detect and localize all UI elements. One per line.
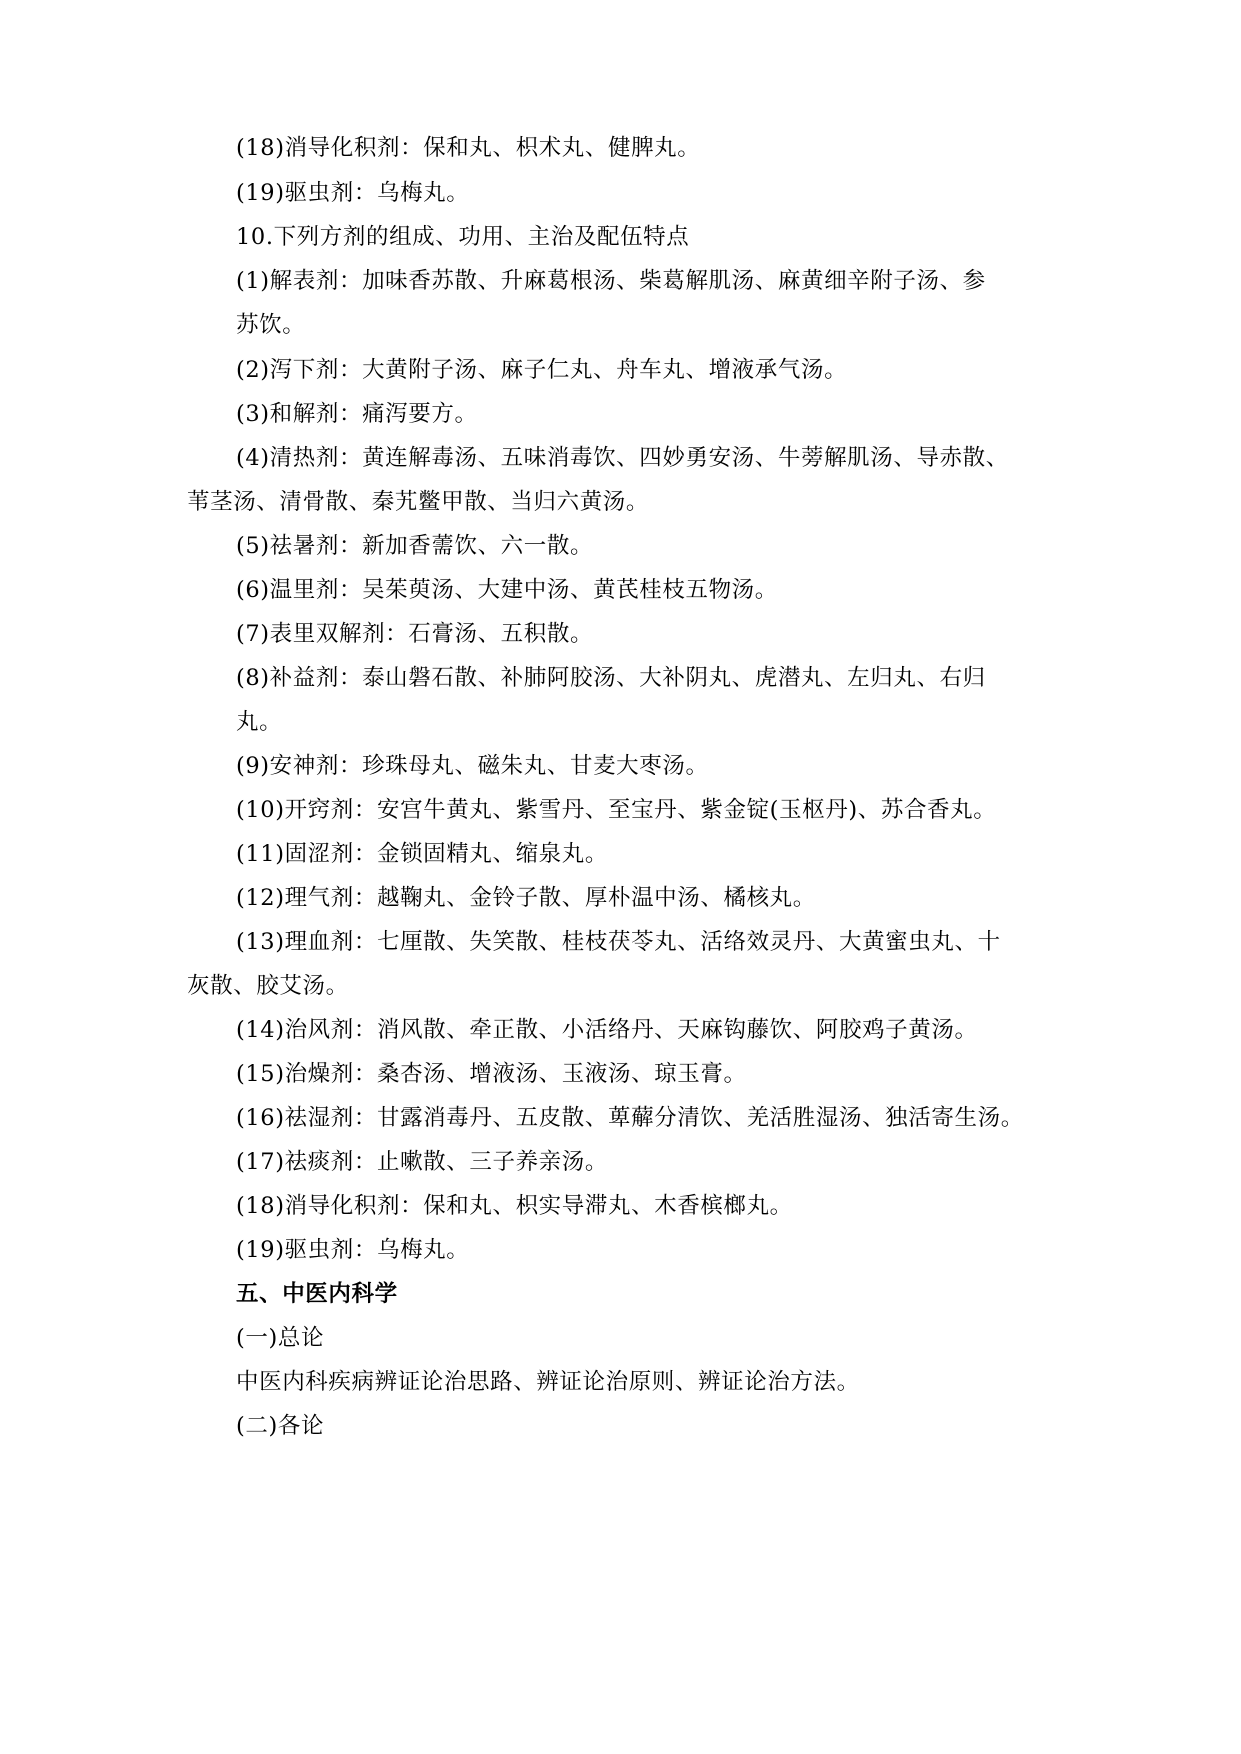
text-line: (14)治风剂：消风散、牵正散、小活络丹、天麻钩藤饮、阿胶鸡子黄汤。 xyxy=(236,1017,978,1043)
text-line: (3)和解剂：痛泻要方。 xyxy=(236,401,478,427)
text-line: 灰散、胶艾汤。 xyxy=(187,973,349,999)
text-line: (19)驱虫剂：乌梅丸。 xyxy=(236,180,470,206)
text-line: 丸。 xyxy=(236,709,283,735)
text-line: (4)清热剂：黄连解毒汤、五味消毒饮、四妙勇安汤、牛蒡解肌汤、导赤散、 xyxy=(236,445,1009,471)
text-line: (1)解表剂：加味香苏散、升麻葛根汤、柴葛解肌汤、麻黄细辛附子汤、参 xyxy=(236,268,986,294)
text-line: (2)泻下剂：大黄附子汤、麻子仁丸、舟车丸、增液承气汤。 xyxy=(236,357,848,383)
section-heading: 五、中医内科学 xyxy=(236,1281,398,1307)
text-line: (18)消导化积剂：保和丸、枳术丸、健脾丸。 xyxy=(236,135,701,161)
text-line: (13)理血剂：七厘散、失笑散、桂枝茯苓丸、活络效灵丹、大黄蜜虫丸、十 xyxy=(236,929,1001,955)
text-line: (16)祛湿剂：甘露消毒丹、五皮散、萆薢分清饮、羌活胜湿汤、独活寄生汤。 xyxy=(236,1105,1024,1131)
text-line: (9)安神剂：珍珠母丸、磁朱丸、甘麦大枣汤。 xyxy=(236,753,709,779)
text-line: (19)驱虫剂：乌梅丸。 xyxy=(236,1237,470,1263)
text-line: (7)表里双解剂：石膏汤、五积散。 xyxy=(236,621,594,647)
text-line: (18)消导化积剂：保和丸、枳实导滞丸、木香槟榔丸。 xyxy=(236,1193,793,1219)
text-line: (10)开窍剂：安宫牛黄丸、紫雪丹、至宝丹、紫金锭(玉枢丹)、苏合香丸。 xyxy=(236,797,997,823)
text-line: (12)理气剂：越鞠丸、金铃子散、厚朴温中汤、橘核丸。 xyxy=(236,885,816,911)
text-line: (6)温里剂：吴茱萸汤、大建中汤、黄芪桂枝五物汤。 xyxy=(236,577,778,603)
subsection-heading: (二)各论 xyxy=(236,1413,325,1439)
text-line: (8)补益剂：泰山磐石散、补肺阿胶汤、大补阴丸、虎潜丸、左归丸、右归 xyxy=(236,665,986,691)
text-line: 苏饮。 xyxy=(236,312,306,338)
text-line: (11)固涩剂：金锁固精丸、缩泉丸。 xyxy=(236,841,608,867)
text-line: 中医内科疾病辨证论治思路、辨证论治原则、辨证论治方法。 xyxy=(236,1369,860,1395)
section-item-heading: 10.下列方剂的组成、功用、主治及配伍特点 xyxy=(236,224,690,250)
subsection-heading: (一)总论 xyxy=(236,1325,325,1351)
text-line: (17)祛痰剂：止嗽散、三子养亲汤。 xyxy=(236,1149,608,1175)
text-line: (15)治燥剂：桑杏汤、增液汤、玉液汤、琼玉膏。 xyxy=(236,1061,747,1087)
text-line: 苇茎汤、清骨散、秦艽鳖甲散、当归六黄汤。 xyxy=(187,489,650,515)
text-line: (5)祛暑剂：新加香薷饮、六一散。 xyxy=(236,533,594,559)
